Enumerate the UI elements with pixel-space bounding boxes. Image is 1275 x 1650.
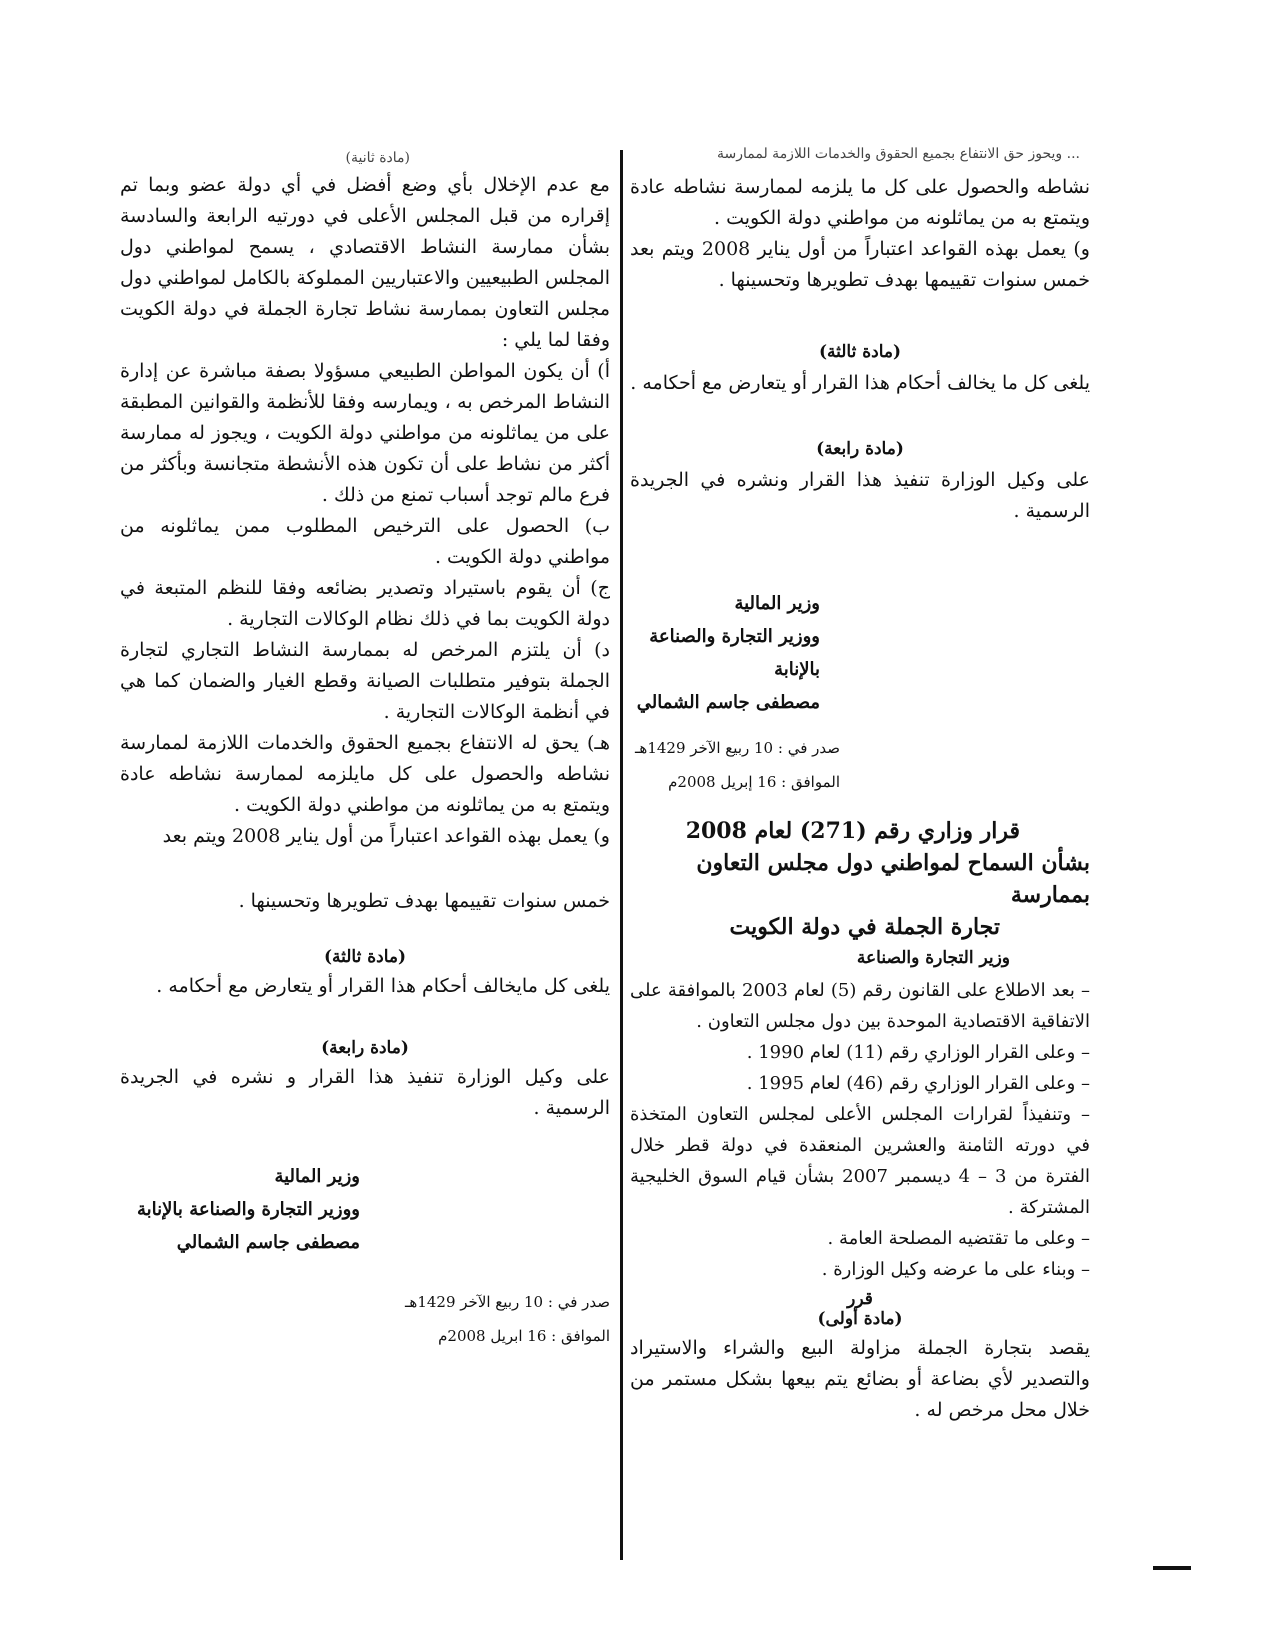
right-signature [630,587,1090,719]
recital-item: – وبناء على ما عرضه وكيل الوزارة . [821,1259,1090,1280]
recital-item: – بعد الاطلاع على القانون رقم (5) لعام 2003 بالموافقة على الاتفاقية الاقتصادية الموحدة بين دول مجلس التعاون . [630,980,1090,1032]
decree-title-line3: تجارة الجملة في دولة الكويت [729,914,1000,940]
right-article4-heading: (مادة رابعة) [816,439,904,459]
right-signature-line3: مصطفى جاسم الشمالي [636,692,820,713]
left-signature-line2: ووزير التجارة والصناعة بالإنابة [137,1199,360,1220]
right-article3-text: يلغى كل ما يخالف أحكام هذا القرار أو يتعارض مع أحكامه . [630,372,1090,394]
right-signature-line2: ووزير التجارة والصناعة بالإنابة [649,626,820,680]
left-top-fragment: (مادة ثانية) [345,150,410,166]
right-corresponding-date: الموافق : 16 إبريل 2008م [668,773,840,791]
left-signature [120,1160,610,1259]
right-dates [630,731,1090,799]
recital-item: – وعلى القرار الوزاري رقم (46) لعام 1995 . [746,1073,1090,1094]
left-article3-heading: (مادة ثالثة) [323,947,407,967]
left-dates [120,1285,610,1353]
column-divider [620,150,623,1560]
right-column [630,172,1090,1426]
left-signature-line3: مصطفى جاسم الشمالي [176,1232,360,1253]
decree-title-line1: قرار وزاري رقم (271) لعام 2008 [685,818,1020,844]
right-top-fragment: ... ويحوز حق الانتفاع بجميع الحقوق والخدمات اللازمة لممارسة [717,146,1080,162]
left-article3-text: يلغى كل مايخالف أحكام هذا القرار أو يتعارض مع أحكامه . [156,975,610,997]
left-signature-line1: وزير المالية [274,1166,360,1187]
right-issued-date: صدر في : 10 ربيع الآخر 1429هـ [635,739,840,757]
left-item: و) يعمل بهذه القواعد اعتباراً من أول يناير 2008 ويتم بعد [162,825,610,847]
recital-item: – وعلى القرار الوزاري رقم (11) لعام 1990 . [746,1042,1090,1063]
left-article4-text: على وكيل الوزارة تنفيذ هذا القرار و نشره في الجريدة الرسمية . [120,1066,610,1119]
right-para1: نشاطه والحصول على كل ما يلزمه لممارسة نشاطه عادة ويتمتع به من يماثلونه من مواطني دولة الكويت . [630,176,1090,229]
right-signature-line1: وزير المالية [734,593,820,614]
left-item: ب) الحصول على الترخيص المطلوب ممن يماثلونه من مواطني دولة الكويت . [120,515,610,568]
left-corresponding-date: الموافق : 16 ابريل 2008م [438,1327,610,1345]
minister-heading: وزير التجارة والصناعة [856,948,1010,968]
left-article4-heading: (مادة رابعة) [321,1038,409,1058]
right-article4-text: على وكيل الوزارة تنفيذ هذا القرار ونشره في الجريدة الرسمية . [630,469,1090,522]
left-intro: مع عدم الإخلال بأي وضع أفضل في أي دولة عضو وبما تم إقراره من قبل المجلس الأعلى في دورتيه الرابعة والسادسة بشأن ممارسة النشاط الاقتصادي ، يسمح لمواطني دول المجلس الطبيعيين والاعتباريين المملوكة بالكامل لمواطني دول مجلس التعاون بممارسة نشاط تجارة الجملة في دولة الكويت وفقا لما يلي : [120,174,610,351]
decree-title-line2: بشأن السماح لمواطني دول مجلس التعاون بممارسة [696,850,1090,908]
recital-item: – وعلى ما تقتضيه المصلحة العامة . [827,1228,1090,1249]
right-article3-heading: (مادة ثالثة) [818,342,902,362]
left-item: هـ) يحق له الانتفاع بجميع الحقوق والخدمات اللازمة لممارسة نشاطه والحصول على كل مايلزمه لممارسة نشاطه عادة ويتمتع به من يماثلونه من مواطني دولة الكويت . [120,732,610,816]
decided-heading: قرر [847,1289,873,1309]
page-footer-mark [1153,1566,1191,1570]
article1-text: يقصد بتجارة الجملة مزاولة البيع والشراء والاستيراد والتصدير لأي بضاعة أو بضائع يتم بيعها بشكل مستمر من خلال محل مرخص له . [630,1337,1090,1421]
article1-heading: (مادة أولى) [817,1309,903,1329]
recitals-list [630,975,1090,1285]
right-para2: و) يعمل بهذه القواعد اعتباراً من أول يناير 2008 ويتم بعد خمس سنوات تقييمها بهدف تطويرها وتحسينها . [630,238,1090,291]
left-issued-date: صدر في : 10 ربيع الآخر 1429هـ [405,1293,610,1311]
left-item: د) أن يلتزم المرخص له بممارسة النشاط التجاري لتجارة الجملة بتوفير متطلبات الصيانة وقطع الغيار والضمان كما هي في أنظمة الوكالات التجارية . [120,639,610,723]
recital-item: – وتنفيذاً لقرارات المجلس الأعلى لمجلس التعاون المتخذة في دورته الثامنة والعشرين المنعقدة في دولة قطر خلال الفترة من 3 – 4 ديسمبر 2007 بشأن قيام السوق الخليجية المشتركة . [630,1104,1090,1218]
left-continuation: خمس سنوات تقييمها بهدف تطويرها وتحسينها . [238,890,610,912]
left-column [120,170,610,1353]
left-item: ج) أن يقوم باستيراد وتصدير بضائعه وفقا للنظم المتبعة في دولة الكويت بما في ذلك نظام الوكالات التجارية . [120,577,610,630]
left-item: أ) أن يكون المواطن الطبيعي مسؤولا بصفة مباشرة عن إدارة النشاط المرخص به ، ويمارسه وفقا للأنظمة والقوانين المطبقة على من يماثلونه من مواطني دولة الكويت ، ويجوز له ممارسة أكثر من نشاط على أن تكون هذه الأنشطة متجانسة وبأكثر من فرع مالم توجد أسباب تمنع من ذلك . [120,360,610,506]
